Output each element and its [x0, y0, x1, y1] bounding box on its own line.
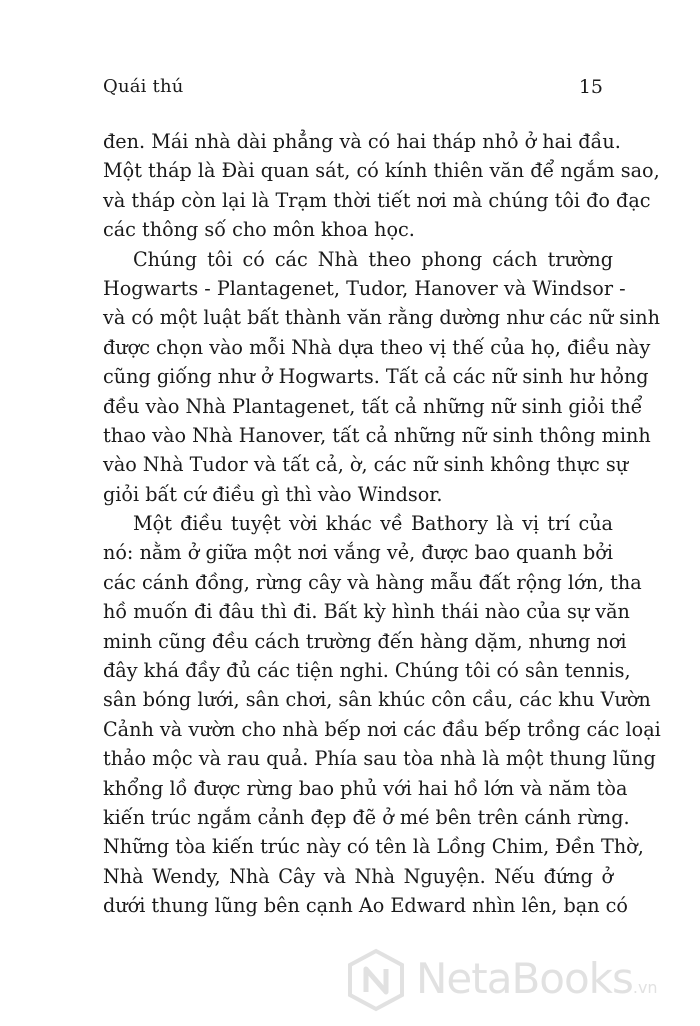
text-line: và có một luật bất thành văn rằng dường như các nữ sinh: [103, 306, 660, 330]
chapter-title: Quái thú: [103, 76, 184, 97]
text-line: kiến trúc ngắm cảnh đẹp đẽ ở mé bên trên cánh rừng.: [103, 805, 630, 829]
text-line: Nhà Wendy, Nhà Cây và Nhà Nguyện. Nếu đứng ở: [103, 864, 613, 888]
text-line: Hogwarts - Plantagenet, Tudor, Hanover và Windsor -: [103, 276, 626, 300]
text-line: vào Nhà Tudor và tất cả, ờ, các nữ sinh không thực sự: [103, 453, 629, 477]
watermark-brand-text: [416, 954, 658, 1003]
text-line: thao vào Nhà Hanover, tất cả những nữ sinh thông minh: [103, 423, 651, 447]
text-line: đen. Mái nhà dài phẳng và có hai tháp nhỏ ở hai đầu.: [103, 130, 621, 153]
text-line: thảo mộc và rau quả. Phía sau tòa nhà là một thung lũng: [103, 747, 656, 771]
text-line: dưới thung lũng bên cạnh Ao Edward nhìn lên, bạn có: [103, 894, 628, 918]
netabooks-watermark: [346, 948, 686, 1012]
text-line: giỏi bất cứ điều gì thì vào Windsor.: [103, 482, 443, 506]
text-line: khổng lồ được rừng bao phủ với hai hồ lớn và năm tòa: [103, 776, 628, 800]
page-number: 15: [578, 76, 603, 98]
watermark-suffix: .vn: [632, 978, 658, 997]
text-line: các thông số cho môn khoa học.: [103, 218, 415, 242]
text-line: Một điều tuyệt vời khác về Bathory là vị trí của: [133, 512, 613, 536]
text-line: hồ muốn đi đâu thì đi. Bất kỳ hình thái nào của sự văn: [103, 600, 630, 624]
running-header: [103, 76, 603, 106]
text-line: và tháp còn lại là Trạm thời tiết nơi mà chúng tôi đo đạc: [103, 188, 651, 212]
text-line: được chọn vào mỗi Nhà dựa theo vị thế của họ, điều này: [103, 335, 651, 359]
text-line: đây khá đầy đủ các tiện nghi. Chúng tôi có sân tennis,: [103, 659, 631, 683]
text-line: sân bóng lưới, sân chơi, sân khúc côn cầu, các khu Vườn: [103, 688, 651, 712]
text-line: Một tháp là Đài quan sát, có kính thiên văn để ngắm sao,: [103, 159, 660, 183]
text-line: minh cũng đều cách trường đến hàng dặm, nhưng nơi: [103, 629, 627, 653]
watermark-brand: NetaBooks: [416, 954, 633, 1003]
text-line: các cánh đồng, rừng cây và hàng mẫu đất rộng lớn, tha: [103, 570, 642, 594]
text-line: cũng giống như ở Hogwarts. Tất cả các nữ sinh hư hỏng: [103, 365, 649, 389]
text-line: đều vào Nhà Plantagenet, tất cả những nữ sinh giỏi thể: [103, 394, 643, 418]
text-line: nó: nằm ở giữa một nơi vắng vẻ, được bao quanh bởi: [103, 541, 613, 565]
body-text: [103, 127, 661, 921]
text-line: Chúng tôi có các Nhà theo phong cách trường: [133, 247, 613, 271]
n-hexagon-logo-icon: [346, 948, 406, 1012]
text-line: Cảnh và vườn cho nhà bếp nơi các đầu bếp trồng các loại: [103, 717, 661, 741]
text-line: Những tòa kiến trúc này có tên là Lồng Chim, Đền Thờ,: [103, 835, 644, 859]
